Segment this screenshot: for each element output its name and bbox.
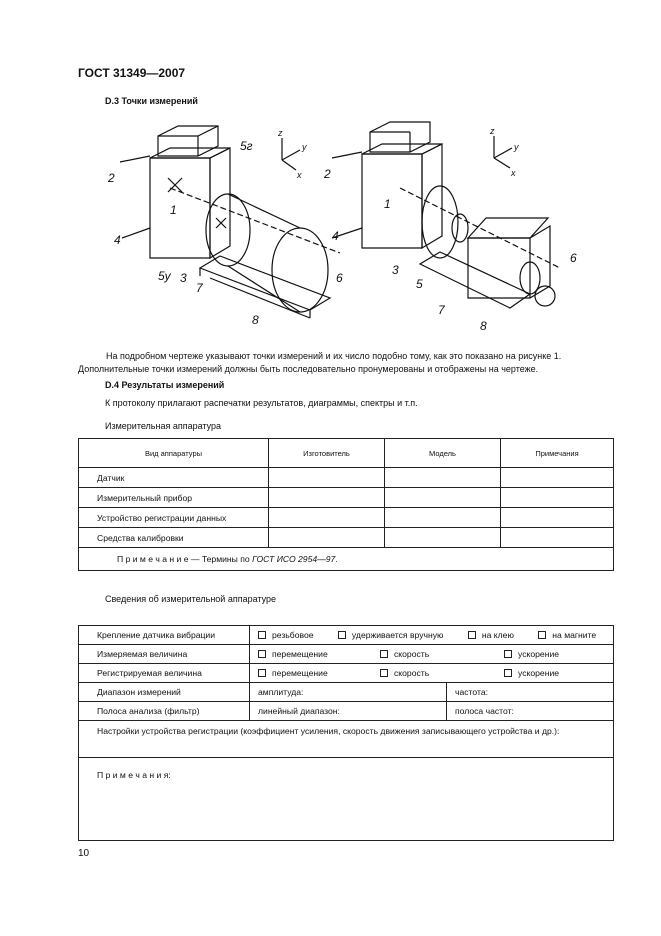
equipment-table (78, 438, 614, 571)
row-label: Датчик (79, 468, 269, 488)
label-left-4: 4 (114, 233, 121, 247)
axis-z-left: z (278, 128, 283, 138)
recorded-options (250, 664, 614, 683)
axis-y-right: y (514, 142, 519, 152)
note-reference: ГОСТ ИСО 2954—97 (252, 554, 336, 564)
label-right-2: 2 (324, 167, 331, 181)
checkbox[interactable] (538, 631, 546, 639)
recorder-settings[interactable]: Настройки устройства регистрации (коэффициент усиления, скорость движения записывающего устройства и др.): (79, 721, 614, 758)
recorded-label: Регистрируемая величина (79, 664, 250, 683)
checkbox[interactable] (380, 650, 388, 658)
table-row (79, 468, 614, 488)
range-label: Диапазон измерений (79, 683, 250, 702)
checkbox[interactable] (380, 669, 388, 677)
mount-options (250, 626, 614, 645)
option-label: удерживается вручную (351, 630, 444, 640)
measured-options (250, 645, 614, 664)
label-left-2: 2 (108, 171, 115, 185)
label-left-5g: 5г (240, 139, 253, 153)
axis-y-left: y (302, 142, 307, 152)
option-label: резьбовое (272, 630, 314, 640)
table2-caption: Сведения об измерительной аппаратуре (105, 594, 277, 604)
frequency-field[interactable]: частота: (447, 683, 614, 702)
label-left-1: 1 (170, 203, 177, 217)
notes-field[interactable]: П р и м е ч а н и я: (79, 758, 614, 841)
table1-caption: Измерительная аппаратура (105, 421, 222, 431)
option-label: скорость (394, 668, 430, 678)
option-label: на клею (481, 630, 514, 640)
label-right-7: 7 (438, 303, 445, 317)
table-row (79, 488, 614, 508)
label-left-7: 7 (196, 281, 203, 295)
label-left-5y: 5у (158, 269, 171, 283)
axis-x-right: x (511, 168, 516, 178)
mount-label: Крепление датчика вибрации (79, 626, 250, 645)
label-left-6: 6 (336, 271, 343, 285)
option-label: на магните (552, 630, 597, 640)
row-label: Измерительный прибор (79, 488, 269, 508)
checkbox[interactable] (468, 631, 476, 639)
label-right-3: 3 (392, 263, 399, 277)
col-header-notes: Примечания (501, 439, 614, 468)
measurement-points-drawing (100, 118, 600, 340)
page-number: 10 (78, 848, 90, 859)
label-left-8: 8 (252, 313, 259, 327)
row-label: Устройство регистрации данных (79, 508, 269, 528)
label-left-3: 3 (180, 271, 187, 285)
checkbox[interactable] (258, 669, 266, 677)
equipment-info-table (78, 625, 614, 841)
section-d3-text: На подробном чертеже указывают точки измерений и их число подобно тому, как это показано на рисунке 1. Дополнительные точки измерений должны быть последовательно пронумерованы и отображены на чертеже. (78, 351, 562, 374)
option-label: ускорение (518, 649, 560, 659)
table-row (79, 508, 614, 528)
col-header-type: Вид аппаратуры (79, 439, 269, 468)
table-row (79, 528, 614, 548)
section-d3-title: D.3 Точки измерений (105, 96, 198, 106)
row-label: Средства калибровки (79, 528, 269, 548)
page-header: ГОСТ 31349—2007 (78, 66, 186, 80)
option-label: скорость (394, 649, 430, 659)
table1-note (79, 548, 614, 571)
checkbox[interactable] (504, 669, 512, 677)
measured-label: Измеряемая величина (79, 645, 250, 664)
freq-band-field[interactable]: полоса частот: (447, 702, 614, 721)
option-label: перемещение (272, 649, 328, 659)
section-d4-title: D.4 Результаты измерений (105, 380, 225, 390)
option-label: ускорение (518, 668, 560, 678)
note-prefix: П р и м е ч а н и е — Термины по (117, 554, 253, 564)
label-right-5: 5 (416, 277, 423, 291)
note-suffix: . (335, 554, 338, 564)
checkbox[interactable] (258, 631, 266, 639)
label-right-4: 4 (332, 229, 339, 243)
checkbox[interactable] (504, 650, 512, 658)
amplitude-field[interactable]: амплитуда: (250, 683, 447, 702)
label-right-6: 6 (570, 251, 577, 265)
checkbox[interactable] (338, 631, 346, 639)
label-right-8: 8 (480, 319, 487, 333)
axis-x-left: x (297, 170, 302, 180)
option-label: перемещение (272, 668, 328, 678)
col-header-model: Модель (385, 439, 501, 468)
band-label: Полоса анализа (фильтр) (79, 702, 250, 721)
col-header-manufacturer: Изготовитель (269, 439, 385, 468)
axis-z-right: z (490, 126, 495, 136)
label-right-1: 1 (384, 197, 391, 211)
linear-range-field[interactable]: линейный диапазон: (250, 702, 447, 721)
checkbox[interactable] (258, 650, 266, 658)
section-d4-text: К протоколу прилагают распечатки результатов, диаграммы, спектры и т.п. (105, 398, 418, 408)
